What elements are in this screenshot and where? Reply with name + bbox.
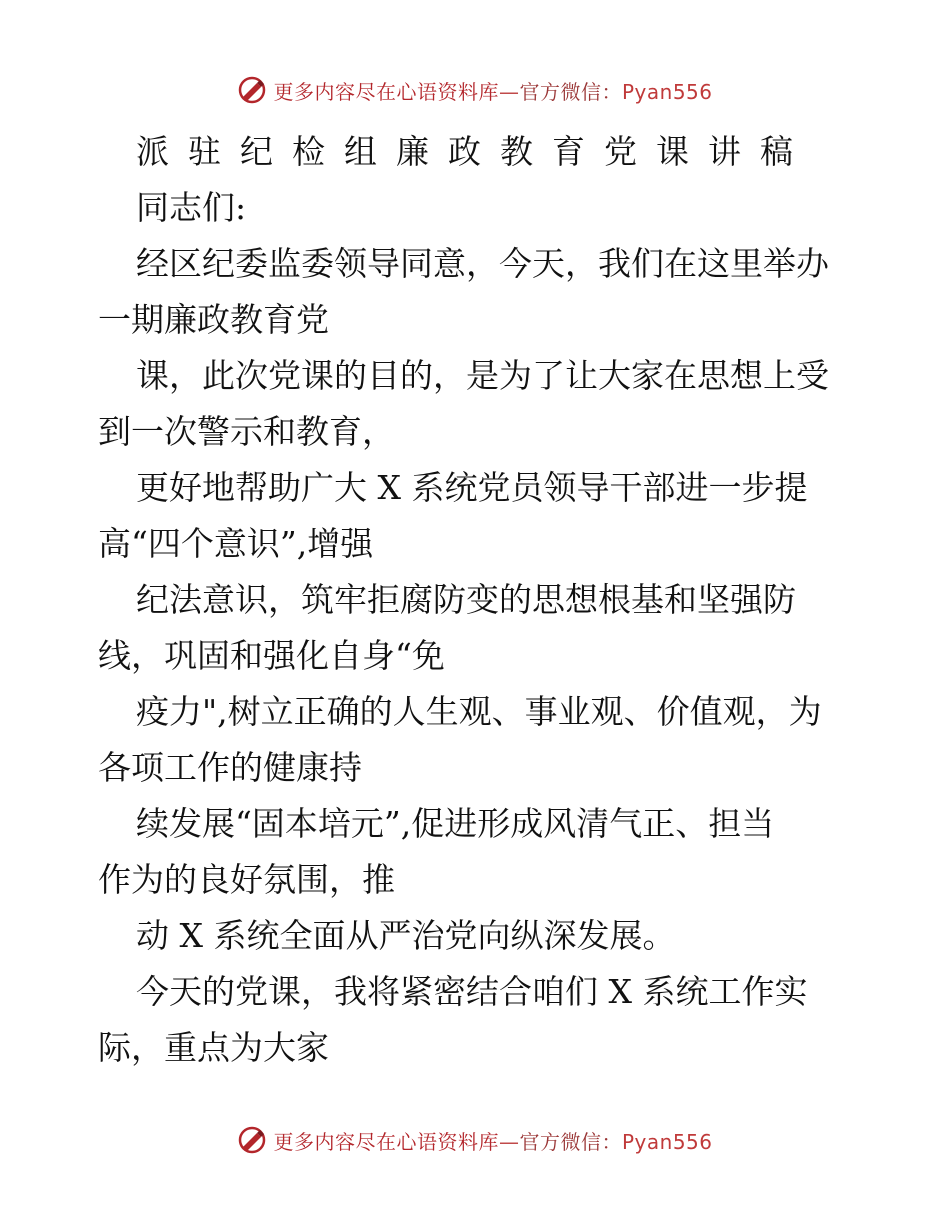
watermark-dash: — <box>498 79 520 104</box>
footer-watermark-banner <box>0 1120 950 1160</box>
text-line: 作为的良好氛围，推 <box>98 860 395 899</box>
text-line: 动 X 系统全面从严治党向纵深发展。 <box>136 916 676 955</box>
text-line: 经区纪委监委领导同意，今天，我们在这里举办 <box>136 244 829 283</box>
text-line: 同志们: <box>136 188 247 227</box>
watermark-dash: — <box>498 1129 520 1154</box>
text-line: 际，重点为大家 <box>98 1028 329 1067</box>
watermark-official-text: 官方微信： <box>519 79 622 104</box>
text-line: 线，巩固和强化自身“免 <box>98 636 445 675</box>
text-line: 课，此次党课的目的，是为了让大家在思想上受 <box>136 356 829 395</box>
document-title: 派驻纪检组廉政教育党课讲稿 <box>136 132 812 171</box>
watermark-text <box>273 1126 712 1155</box>
watermark-site-text: 更多内容尽在心语资料库 <box>273 79 499 104</box>
pen-logo-icon <box>237 1125 267 1155</box>
watermark-wechat-id: Pyan556 <box>621 1129 713 1154</box>
text-line: 到一次警示和教育， <box>98 412 395 451</box>
text-line: 今天的党课，我将紧密结合咱们 X 系统工作实 <box>136 972 808 1011</box>
text-line: 续发展“固本培元”,促进形成风清气正、担当 <box>136 804 775 843</box>
document-body <box>98 124 888 1076</box>
watermark-official-text: 官方微信： <box>519 1129 622 1154</box>
watermark-text <box>273 76 712 105</box>
text-line: 疫力",树立正确的人生观、事业观、价值观，为 <box>136 692 822 731</box>
text-line: 纪法意识，筑牢拒腐防变的思想根基和坚强防 <box>136 580 796 619</box>
text-line: 各项工作的健康持 <box>98 748 362 787</box>
text-line: 高“四个意识”,增强 <box>98 524 374 563</box>
text-line: 更好地帮助广大 X 系统党员领导干部进一步提 <box>136 468 808 507</box>
watermark-wechat-id: Pyan556 <box>621 79 713 104</box>
pen-logo-icon <box>237 75 267 105</box>
watermark-site-text: 更多内容尽在心语资料库 <box>273 1129 499 1154</box>
text-line: 一期廉政教育党 <box>98 300 329 339</box>
header-watermark-banner <box>0 70 950 110</box>
